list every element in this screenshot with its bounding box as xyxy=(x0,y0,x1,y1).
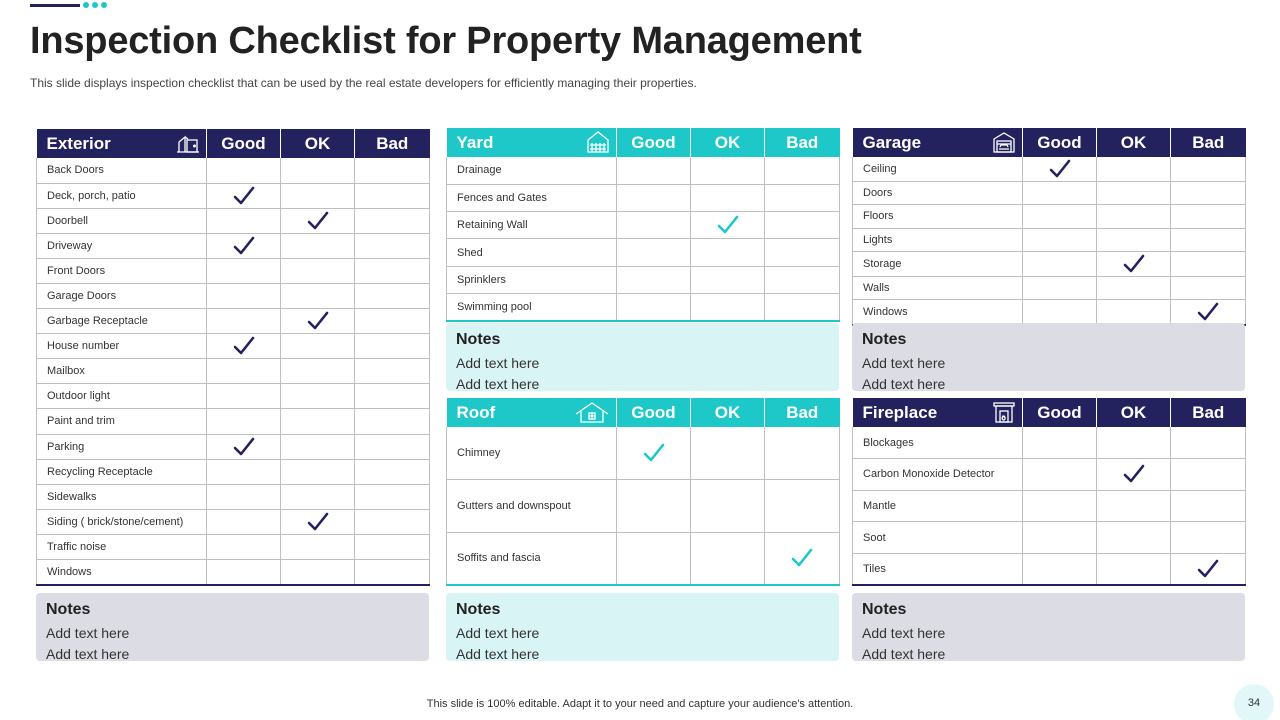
notes-heading: Notes xyxy=(862,601,907,618)
decor-dots xyxy=(83,2,107,8)
rating-cell-bad[interactable] xyxy=(355,334,430,359)
item-label: Recycling Receptacle xyxy=(37,459,207,484)
item-label: Doorbell xyxy=(37,208,207,233)
item-label: Gutters and downspout xyxy=(447,480,617,533)
yard-table xyxy=(446,128,840,322)
table-row xyxy=(853,459,1246,491)
rating-cell-good[interactable] xyxy=(617,293,691,320)
item-label: Carbon Monoxide Detector xyxy=(853,459,1023,491)
item-label: Chimney xyxy=(447,427,617,480)
rating-cell-good[interactable] xyxy=(617,184,691,211)
rating-cell-good[interactable] xyxy=(1023,427,1097,459)
rating-cell-ok[interactable] xyxy=(691,480,765,533)
checkmark-icon xyxy=(232,340,256,352)
item-label: Front Doors xyxy=(37,258,207,283)
exterior-table xyxy=(36,129,430,586)
column-header-ok: OK xyxy=(1097,398,1171,427)
rating-cell-bad[interactable] xyxy=(1171,300,1246,326)
table-row xyxy=(447,293,840,320)
notes-line[interactable]: Add text here xyxy=(862,646,946,662)
rating-cell-ok[interactable] xyxy=(281,183,355,208)
item-label: Walls xyxy=(853,276,1023,299)
item-label: Sprinklers xyxy=(447,266,617,293)
column-header-ok: OK xyxy=(281,129,355,158)
table-row xyxy=(853,228,1246,251)
rating-cell-good[interactable] xyxy=(207,384,281,409)
item-label: Blockages xyxy=(853,427,1023,459)
item-label: Driveway xyxy=(37,233,207,258)
rating-cell-ok[interactable] xyxy=(281,233,355,258)
table-row xyxy=(447,239,840,266)
checkmark-icon xyxy=(232,240,256,252)
rating-cell-ok[interactable] xyxy=(691,212,765,239)
rating-cell-good[interactable] xyxy=(1023,459,1097,491)
checkmark-icon xyxy=(1122,258,1146,270)
item-label: Drainage xyxy=(447,157,617,184)
rating-cell-good[interactable] xyxy=(617,157,691,184)
rating-cell-good[interactable] xyxy=(1023,205,1097,228)
rating-cell-good[interactable] xyxy=(207,309,281,334)
table-row xyxy=(37,384,430,409)
column-header-ok: OK xyxy=(1097,128,1171,157)
rating-cell-ok[interactable] xyxy=(691,427,765,480)
table-row xyxy=(853,300,1246,326)
rating-cell-good[interactable] xyxy=(207,509,281,534)
rating-cell-bad[interactable] xyxy=(765,212,840,239)
item-label: Shed xyxy=(447,239,617,266)
roof-section-title xyxy=(447,398,617,427)
table-row xyxy=(37,359,430,384)
rating-cell-ok[interactable] xyxy=(1097,228,1171,251)
roof-table xyxy=(446,398,840,586)
rating-cell-bad[interactable] xyxy=(355,560,430,585)
fireplace-checklist xyxy=(852,398,1245,586)
rating-cell-bad[interactable] xyxy=(355,384,430,409)
notes-heading: Notes xyxy=(862,331,907,348)
section-title-label: Yard xyxy=(456,132,494,152)
rating-cell-good[interactable] xyxy=(1023,490,1097,522)
checkmark-icon xyxy=(232,190,256,202)
section-title-label: Fireplace xyxy=(862,402,938,422)
item-label: Parking xyxy=(37,434,207,459)
table-row xyxy=(853,427,1246,459)
rating-cell-ok[interactable] xyxy=(1097,205,1171,228)
rating-cell-good[interactable] xyxy=(617,239,691,266)
notes-line[interactable]: Add text here xyxy=(46,646,130,662)
rating-cell-bad[interactable] xyxy=(355,183,430,208)
table-row xyxy=(853,205,1246,228)
rating-cell-good[interactable] xyxy=(207,208,281,233)
table-row xyxy=(37,309,430,334)
rating-cell-bad[interactable] xyxy=(355,484,430,509)
notes-heading: Notes xyxy=(46,601,91,618)
rating-cell-good[interactable] xyxy=(1023,300,1097,326)
column-header-ok: OK xyxy=(691,128,765,157)
footer-text: This slide is 100% editable. Adapt it to your need and capture your audience's attention. xyxy=(426,698,854,710)
rating-cell-bad[interactable] xyxy=(1171,553,1246,585)
rating-cell-good[interactable] xyxy=(617,212,691,239)
table-row xyxy=(37,233,430,258)
rating-cell-bad[interactable] xyxy=(1171,522,1246,554)
exterior-checklist xyxy=(36,129,429,586)
rating-cell-ok[interactable] xyxy=(691,532,765,585)
rating-cell-bad[interactable] xyxy=(765,266,840,293)
rating-cell-ok[interactable] xyxy=(1097,522,1171,554)
rating-cell-bad[interactable] xyxy=(1171,228,1246,251)
table-row xyxy=(37,459,430,484)
notes-line[interactable]: Add text here xyxy=(456,646,540,662)
rating-cell-good[interactable] xyxy=(1023,157,1097,182)
rating-cell-bad[interactable] xyxy=(355,258,430,283)
checkmark-icon xyxy=(1048,163,1072,175)
item-label: Doors xyxy=(853,182,1023,205)
fireplace-icon xyxy=(992,400,1016,424)
rating-cell-good[interactable] xyxy=(1023,522,1097,554)
item-label: Soot xyxy=(853,522,1023,554)
rating-cell-ok[interactable] xyxy=(281,534,355,559)
roof-checklist xyxy=(446,398,839,586)
checkmark-icon xyxy=(232,440,256,452)
rating-cell-good[interactable] xyxy=(617,480,691,533)
table-row xyxy=(447,184,840,211)
rating-cell-bad[interactable] xyxy=(355,459,430,484)
checkmark-icon xyxy=(790,552,814,564)
yard-checklist xyxy=(446,128,839,322)
column-header-good: Good xyxy=(1023,128,1097,157)
table-row xyxy=(853,182,1246,205)
column-header-good: Good xyxy=(617,128,691,157)
section-title-label: Garage xyxy=(862,132,922,152)
rating-cell-bad[interactable] xyxy=(1171,251,1246,276)
rating-cell-good[interactable] xyxy=(207,359,281,384)
checkmark-icon xyxy=(306,315,330,327)
garage-notes xyxy=(852,323,1245,391)
roof-icon xyxy=(574,400,610,424)
rating-cell-good[interactable] xyxy=(617,266,691,293)
rating-cell-good[interactable] xyxy=(207,283,281,308)
column-header-bad: Bad xyxy=(765,128,840,157)
table-row xyxy=(853,490,1246,522)
rating-cell-bad[interactable] xyxy=(765,239,840,266)
item-label: Ceiling xyxy=(853,157,1023,182)
rating-cell-ok[interactable] xyxy=(281,158,355,183)
checkmark-icon xyxy=(642,447,666,459)
item-label: Retaining Wall xyxy=(447,212,617,239)
rating-cell-ok[interactable] xyxy=(281,334,355,359)
garage-checklist xyxy=(852,128,1245,326)
fireplace-notes xyxy=(852,593,1245,661)
rating-cell-good[interactable] xyxy=(207,334,281,359)
rating-cell-bad[interactable] xyxy=(1171,182,1246,205)
rating-cell-good[interactable] xyxy=(1023,553,1097,585)
item-label: Mantle xyxy=(853,490,1023,522)
rating-cell-ok[interactable] xyxy=(281,409,355,434)
table-row xyxy=(447,532,840,585)
item-label: Floors xyxy=(853,205,1023,228)
table-row xyxy=(37,434,430,459)
table-row xyxy=(853,276,1246,299)
rating-cell-ok[interactable] xyxy=(281,509,355,534)
table-header-row xyxy=(853,398,1246,427)
column-header-bad: Bad xyxy=(355,129,430,158)
rating-cell-good[interactable] xyxy=(207,534,281,559)
item-label: Siding ( brick/stone/cement) xyxy=(37,509,207,534)
table-row xyxy=(447,427,840,480)
rating-cell-ok[interactable] xyxy=(281,459,355,484)
rating-cell-good[interactable] xyxy=(1023,276,1097,299)
fireplace-section-title xyxy=(853,398,1023,427)
column-header-good: Good xyxy=(617,398,691,427)
table-row xyxy=(37,258,430,283)
notes-line[interactable]: Add text here xyxy=(456,625,540,641)
fence-icon xyxy=(586,130,610,154)
checkmark-icon xyxy=(1196,306,1220,318)
rating-cell-ok[interactable] xyxy=(281,560,355,585)
table-row xyxy=(37,509,430,534)
yard-section-title xyxy=(447,128,617,157)
rating-cell-good[interactable] xyxy=(617,532,691,585)
rating-cell-good[interactable] xyxy=(207,183,281,208)
table-header-row xyxy=(853,128,1246,157)
notes-line[interactable]: Add text here xyxy=(46,625,130,641)
rating-cell-ok[interactable] xyxy=(1097,251,1171,276)
checkmark-icon xyxy=(716,219,740,231)
checkmark-icon xyxy=(1122,468,1146,480)
rating-cell-ok[interactable] xyxy=(1097,490,1171,522)
table-row xyxy=(853,157,1246,182)
rating-cell-bad[interactable] xyxy=(355,233,430,258)
rating-cell-ok[interactable] xyxy=(691,293,765,320)
rating-cell-ok[interactable] xyxy=(1097,553,1171,585)
rating-cell-ok[interactable] xyxy=(281,309,355,334)
notes-line[interactable]: Add text here xyxy=(862,625,946,641)
item-label: Tiles xyxy=(853,553,1023,585)
notes-line[interactable]: Add text here xyxy=(862,376,946,392)
table-header-row xyxy=(37,129,430,158)
column-header-bad: Bad xyxy=(1171,128,1246,157)
rating-cell-bad[interactable] xyxy=(355,534,430,559)
rating-cell-ok[interactable] xyxy=(1097,300,1171,326)
rating-cell-bad[interactable] xyxy=(1171,490,1246,522)
rating-cell-ok[interactable] xyxy=(281,283,355,308)
rating-cell-ok[interactable] xyxy=(691,239,765,266)
section-title-label: Roof xyxy=(456,402,496,422)
fireplace-table xyxy=(852,398,1246,586)
rating-cell-bad[interactable] xyxy=(765,532,840,585)
item-label: Storage xyxy=(853,251,1023,276)
page-subtitle: This slide displays inspection checklist that can be used by the real estate developers for efficiently managing their properties. xyxy=(30,76,697,90)
table-row xyxy=(37,534,430,559)
notes-heading: Notes xyxy=(456,601,501,618)
rating-cell-good[interactable] xyxy=(207,484,281,509)
rating-cell-bad[interactable] xyxy=(355,208,430,233)
rating-cell-bad[interactable] xyxy=(355,283,430,308)
rating-cell-good[interactable] xyxy=(207,233,281,258)
rating-cell-ok[interactable] xyxy=(1097,182,1171,205)
table-row xyxy=(447,266,840,293)
column-header-bad: Bad xyxy=(1171,398,1246,427)
column-header-bad: Bad xyxy=(765,398,840,427)
rating-cell-good[interactable] xyxy=(207,258,281,283)
rating-cell-ok[interactable] xyxy=(691,157,765,184)
rating-cell-ok[interactable] xyxy=(1097,276,1171,299)
rating-cell-bad[interactable] xyxy=(765,480,840,533)
rating-cell-ok[interactable] xyxy=(281,434,355,459)
rating-cell-bad[interactable] xyxy=(355,509,430,534)
rating-cell-good[interactable] xyxy=(1023,182,1097,205)
rating-cell-good[interactable] xyxy=(1023,228,1097,251)
table-row xyxy=(447,212,840,239)
notes-line[interactable]: Add text here xyxy=(456,376,540,392)
item-label: Traffic noise xyxy=(37,534,207,559)
item-label: Outdoor light xyxy=(37,384,207,409)
rating-cell-good[interactable] xyxy=(617,427,691,480)
notes-line[interactable]: Add text here xyxy=(456,355,540,371)
rating-cell-bad[interactable] xyxy=(765,157,840,184)
rating-cell-bad[interactable] xyxy=(765,293,840,320)
rating-cell-good[interactable] xyxy=(1023,251,1097,276)
rating-cell-bad[interactable] xyxy=(355,434,430,459)
notes-heading: Notes xyxy=(456,331,501,348)
rating-cell-bad[interactable] xyxy=(355,409,430,434)
rating-cell-ok[interactable] xyxy=(1097,427,1171,459)
item-label: Lights xyxy=(853,228,1023,251)
garage-table xyxy=(852,128,1246,326)
item-label: Fences and Gates xyxy=(447,184,617,211)
rating-cell-bad[interactable] xyxy=(765,184,840,211)
garage-section-title xyxy=(853,128,1023,157)
checkmark-icon xyxy=(306,516,330,528)
item-label: Paint and trim xyxy=(37,409,207,434)
rating-cell-good[interactable] xyxy=(207,434,281,459)
rating-cell-good[interactable] xyxy=(207,560,281,585)
page-number: 34 xyxy=(1234,684,1274,720)
page-title: Inspection Checklist for Property Management xyxy=(30,20,862,62)
column-header-good: Good xyxy=(207,129,281,158)
notes-line[interactable]: Add text here xyxy=(862,355,946,371)
rating-cell-bad[interactable] xyxy=(1171,427,1246,459)
table-row xyxy=(37,334,430,359)
item-label: Garbage Receptacle xyxy=(37,309,207,334)
checkmark-icon xyxy=(1196,563,1220,575)
rating-cell-ok[interactable] xyxy=(281,359,355,384)
table-row xyxy=(447,480,840,533)
column-header-good: Good xyxy=(1023,398,1097,427)
item-label: Mailbox xyxy=(37,359,207,384)
rating-cell-bad[interactable] xyxy=(1171,157,1246,182)
rating-cell-bad[interactable] xyxy=(355,309,430,334)
rating-cell-ok[interactable] xyxy=(691,184,765,211)
column-header-ok: OK xyxy=(691,398,765,427)
rating-cell-bad[interactable] xyxy=(1171,276,1246,299)
table-row xyxy=(37,484,430,509)
table-row xyxy=(447,157,840,184)
table-row xyxy=(37,560,430,585)
item-label: Windows xyxy=(37,560,207,585)
item-label: Soffits and fascia xyxy=(447,532,617,585)
garage-icon xyxy=(992,130,1016,154)
rating-cell-bad[interactable] xyxy=(1171,205,1246,228)
house-door-icon xyxy=(176,131,200,155)
rating-cell-ok[interactable] xyxy=(1097,157,1171,182)
decor-bar xyxy=(30,4,80,7)
rating-cell-ok[interactable] xyxy=(281,258,355,283)
item-label: House number xyxy=(37,334,207,359)
table-row xyxy=(37,158,430,183)
table-row xyxy=(37,183,430,208)
exterior-section-title xyxy=(37,129,207,158)
table-header-row xyxy=(447,128,840,157)
rating-cell-good[interactable] xyxy=(207,459,281,484)
rating-cell-bad[interactable] xyxy=(765,427,840,480)
roof-notes xyxy=(446,593,839,661)
yard-notes xyxy=(446,323,839,391)
rating-cell-bad[interactable] xyxy=(355,359,430,384)
rating-cell-good[interactable] xyxy=(207,409,281,434)
checkmark-icon xyxy=(306,215,330,227)
rating-cell-bad[interactable] xyxy=(1171,459,1246,491)
item-label: Back Doors xyxy=(37,158,207,183)
item-label: Windows xyxy=(853,300,1023,326)
rating-cell-ok[interactable] xyxy=(691,266,765,293)
item-label: Deck, porch, patio xyxy=(37,183,207,208)
rating-cell-ok[interactable] xyxy=(281,208,355,233)
table-row xyxy=(853,522,1246,554)
table-row xyxy=(37,409,430,434)
table-header-row xyxy=(447,398,840,427)
rating-cell-ok[interactable] xyxy=(1097,459,1171,491)
item-label: Sidewalks xyxy=(37,484,207,509)
item-label: Garage Doors xyxy=(37,283,207,308)
table-row xyxy=(37,283,430,308)
table-row xyxy=(853,553,1246,585)
rating-cell-ok[interactable] xyxy=(281,484,355,509)
table-row xyxy=(853,251,1246,276)
rating-cell-bad[interactable] xyxy=(355,158,430,183)
exterior-notes xyxy=(36,593,429,661)
rating-cell-good[interactable] xyxy=(207,158,281,183)
section-title-label: Exterior xyxy=(46,133,111,153)
table-row xyxy=(37,208,430,233)
item-label: Swimming pool xyxy=(447,293,617,320)
rating-cell-ok[interactable] xyxy=(281,384,355,409)
